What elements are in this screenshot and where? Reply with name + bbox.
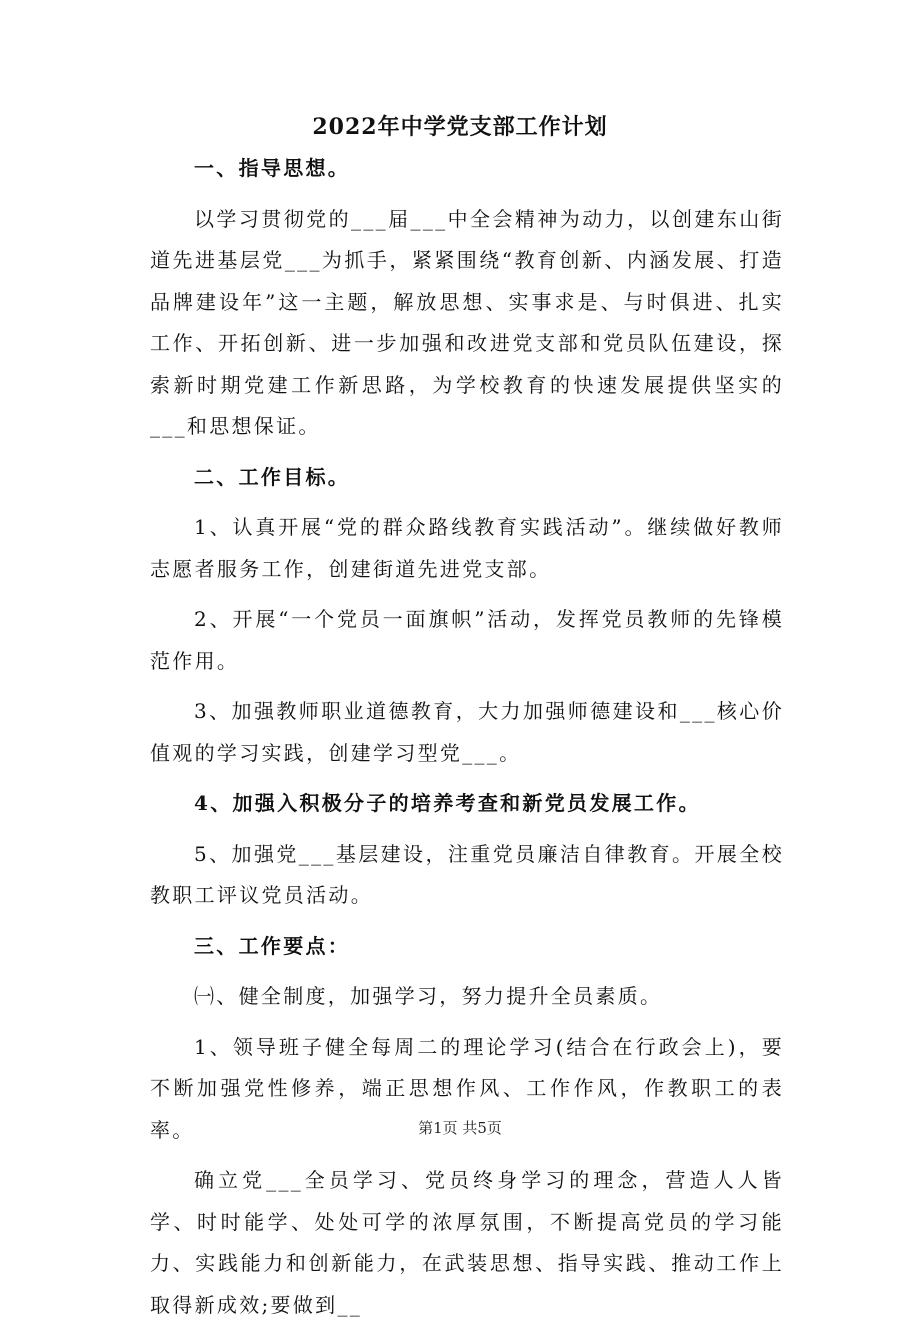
section-heading-work-goals: 二、工作目标。: [194, 464, 351, 489]
goal-item-5: 5、加强党___基层建设，注重党员廉洁自律教育。开展全校教职工评议党员活动。: [150, 841, 784, 907]
document-title: 2022年中学党支部工作计划: [312, 114, 608, 140]
section-heading-guiding-thought: 一、指导思想。: [194, 156, 351, 180]
paragraph-guiding-thought: 以学习贯彻党的___届___中全会精神为动力，以创建东山街道先进基层党___为抓手，紧紧围绕“教育创新、内涵发展、打造品牌建设年”这一主题，解放思想、实事求是、与时俱进、扎实工作、开拓创新、进一步加强和改进党支部和党员队伍建设，探索新时期党建工作新思路，为学校教育的快速发展提供坚实的___和思想保证。: [150, 206, 784, 438]
goal-item-2: 2、开展“一个党员一面旗帜”活动，发挥党员教师的先锋模范作用。: [150, 607, 784, 673]
key-point-subheading-1: ㈠、健全制度，加强学习，努力提升全员素质。: [194, 984, 663, 1008]
document-body: [150, 148, 784, 1335]
goal-item-1: 1、认真开展“党的群众路线教育实践活动”。继续做好教师志愿者服务工作，创建街道先进党支部。: [150, 515, 784, 581]
page-number-footer: 第1页 共5页: [418, 1119, 502, 1137]
section-heading-key-points: 三、工作要点：: [194, 933, 351, 958]
goal-item-4: 4、加强入积极分子的培养考查和新党员发展工作。: [194, 791, 701, 815]
key-point-item-1: 1、领导班子健全每周二的理论学习(结合在行政会上)，要不断加强党性修养，端正思想作风、工作作风，作教职工的表率。: [150, 1034, 784, 1142]
goal-item-3: 3、加强教师职业道德教育，大力加强师德建设和___核心价值观的学习实践，创建学习型党___。: [150, 699, 784, 765]
key-point-paragraph-learning: 确立党___全员学习、党员终身学习的理念，营造人人皆学、时时能学、处处可学的浓厚氛围，不断提高党员的学习能力、实践能力和创新能力，在武装思想、指导实践、推动工作上取得新成效;要做到__: [150, 1168, 784, 1317]
